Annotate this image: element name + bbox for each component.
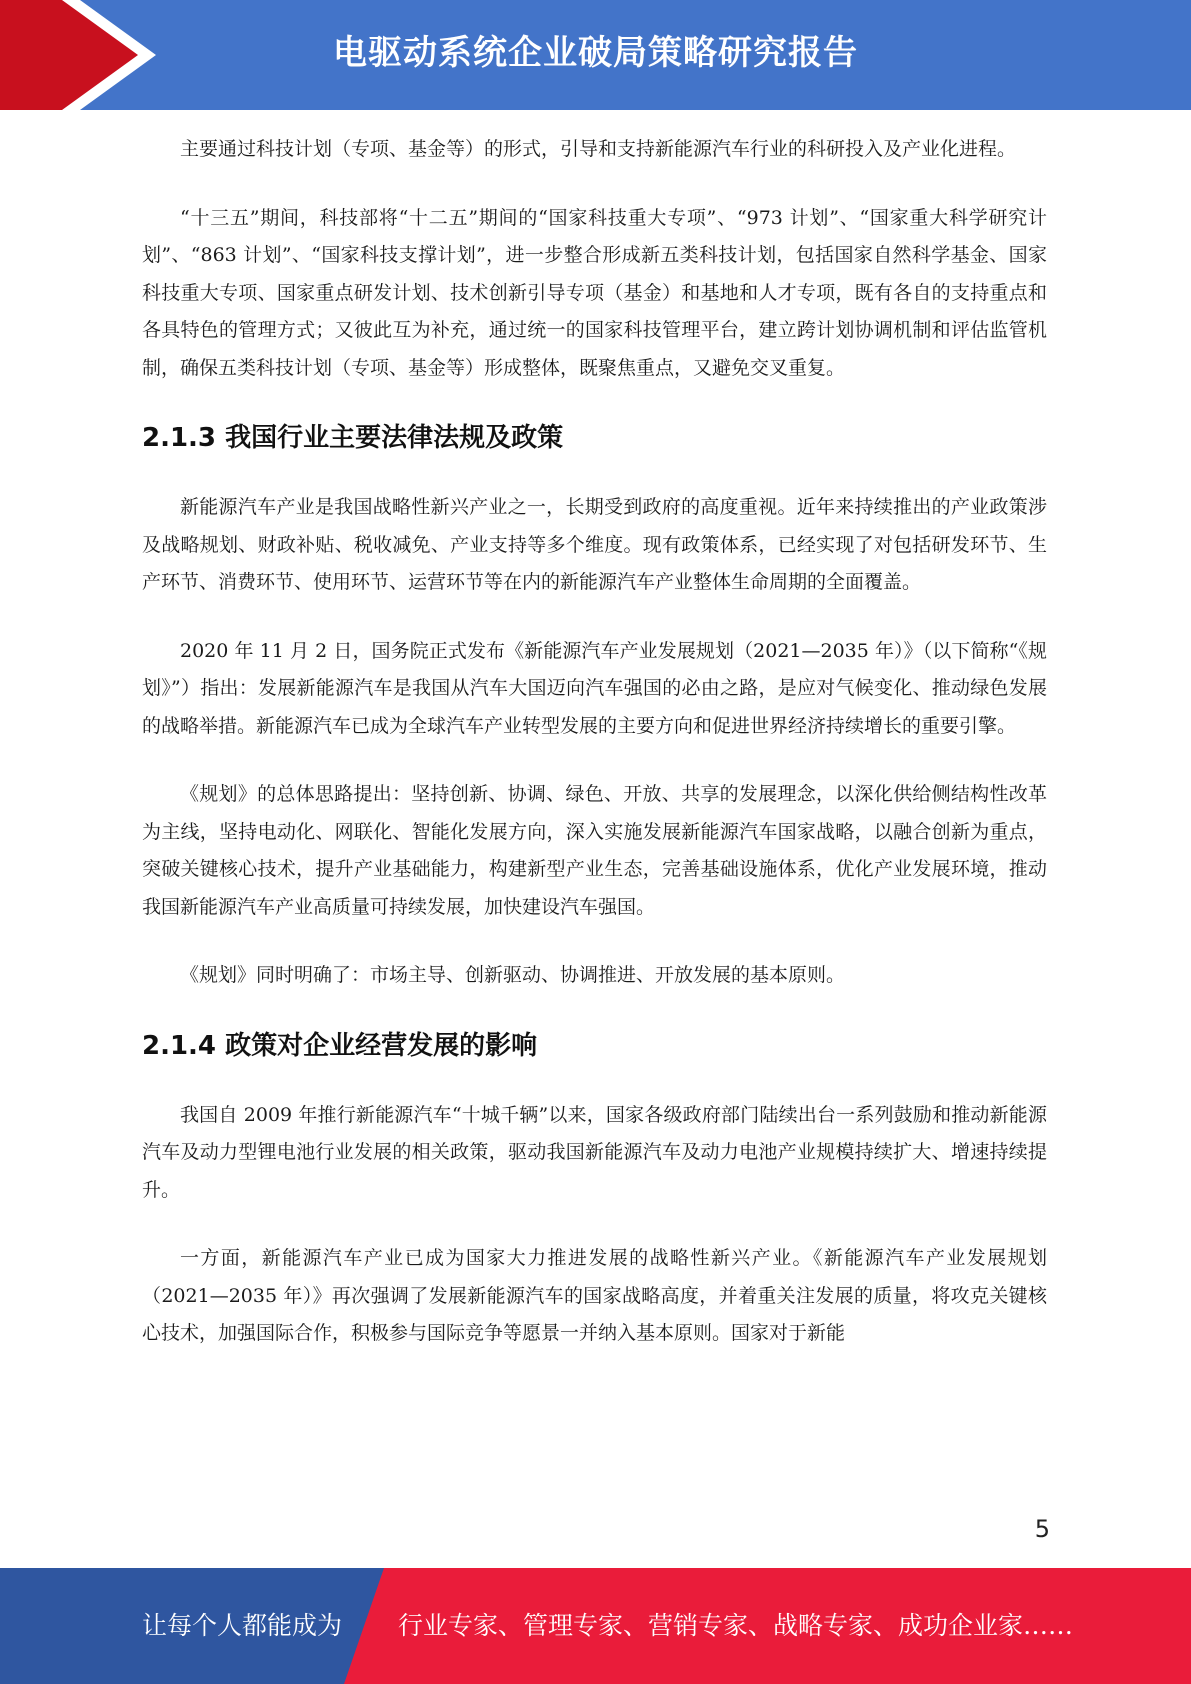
body-paragraph: 我国自 2009 年推行新能源汽车“十城千辆”以来，国家各级政府部门陆续出台一系列鼓励和推动新能源汽车及动力型锂电池行业发展的相关政策，驱动我国新能源汽车及动力电池产业规模持续扩大、增速持续提升。 (142, 1103, 1047, 1201)
body-paragraph: 一方面，新能源汽车产业已成为国家大力推进发展的战略性新兴产业。《新能源汽车产业发展规划（2021—2035 年）》再次强调了发展新能源汽车的国家战略高度，并着重关注发展的质量，将攻克关键核心技术，加强国际合作，积极参与国际竞争等愿景一并纳入基本原则。国家对于新能 (142, 1247, 1047, 1344)
report-title: 电驱动系统企业破局策略研究报告 (333, 33, 858, 73)
body-paragraph: 新能源汽车产业是我国战略性新兴产业之一，长期受到政府的高度重视。近年来持续推出的产业政策涉及战略规划、财政补贴、税收减免、产业支持等多个维度。现有政策体系，已经实现了对包括研发环节、生产环节、消费环节、使用环节、运营环节等在内的新能源汽车产业整体生命周期的全面覆盖。 (142, 496, 1047, 593)
body-paragraph: “十三五”期间，科技部将“十二五”期间的“国家科技重大专项”、“973 计划”、“国家重大科学研究计划”、“863 计划”、“国家科技支撑计划”，进一步整合形成新五类科技计划，包括国家自然科学基金、国家科技重大专项、国家重点研发计划、技术创新引导专项（基金）和基地和人才专项，既有各自的支持重点和各具特色的管理方式；又彼此互为补充，通过统一的国家科技管理平台，建立跨计划协调机制和评估监管机制，确保五类科技计划（专项、基金等）形成整体，既聚焦重点，又避免交叉重复。 (142, 206, 1047, 379)
section-heading-2-1-3: 2.1.3 我国行业主要法律法规及政策 (142, 423, 564, 453)
footer-slogan-left: 让每个人都能成为 (142, 1611, 343, 1640)
page-content (142, 131, 1047, 1384)
page-footer (0, 1568, 1191, 1684)
section-heading-2-1-4: 2.1.4 政策对企业经营发展的影响 (142, 1030, 538, 1061)
page-number: 5 (1034, 1515, 1050, 1543)
body-paragraph: 2020 年 11 月 2 日，国务院正式发布《新能源汽车产业发展规划（2021—2035 年）》（以下简称“《规划》”）指出：发展新能源汽车是我国从汽车大国迈向汽车强国的必由之路，是应对气候变化、推动绿色发展的战略举措。新能源汽车已成为全球汽车产业转型发展的主要方向和促进世界经济持续增长的重要引擎。 (142, 639, 1047, 737)
body-paragraph: 《规划》的总体思路提出：坚持创新、协调、绿色、开放、共享的发展理念，以深化供给侧结构性改革为主线，坚持电动化、网联化、智能化发展方向，深入实施发展新能源汽车国家战略，以融合创新为重点，突破关键核心技术，提升产业基础能力，构建新型产业生态，完善基础设施体系，优化产业发展环境，推动我国新能源汽车产业高质量可持续发展，加快建设汽车强国。 (142, 783, 1047, 918)
body-paragraph: 主要通过科技计划（专项、基金等）的形式，引导和支持新能源汽车行业的科研投入及产业化进程。 (180, 138, 1017, 160)
footer-slogan-right: 行业专家、管理专家、营销专家、战略专家、成功企业家…… (398, 1611, 1074, 1640)
page-header (0, 0, 1191, 110)
body-paragraph: 《规划》同时明确了：市场主导、创新驱动、协调推进、开放发展的基本原则。 (180, 964, 846, 986)
